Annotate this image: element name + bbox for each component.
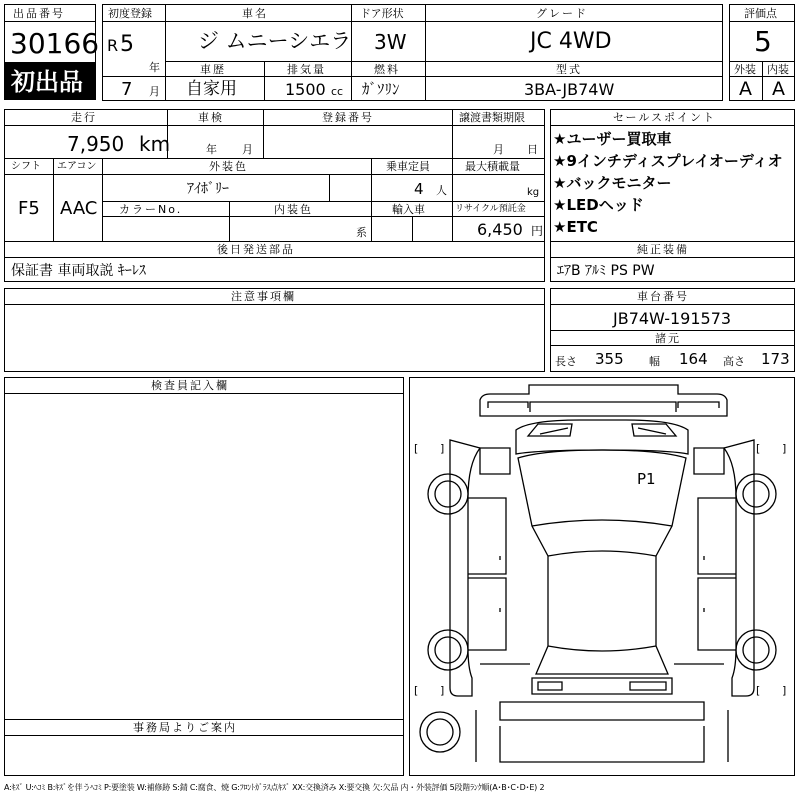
- inspection-label: 車検: [198, 111, 224, 124]
- load-label-cell: [452, 158, 545, 175]
- displacement-value: 1500: [285, 80, 326, 99]
- score-cell: [729, 21, 795, 62]
- model-value: 3BA-JB74W: [524, 80, 615, 99]
- height-label: 高さ: [723, 355, 745, 368]
- model-label-cell: [425, 61, 723, 77]
- interior-color-label-cell: [229, 201, 372, 217]
- dims-label: 諸元: [655, 332, 681, 345]
- color-label: 外装色: [209, 160, 248, 173]
- ac-label-cell: [53, 158, 103, 175]
- car-name: ジ ムニーシエラ: [198, 29, 352, 53]
- dims-cell: [550, 345, 795, 372]
- reg-date-cell: [102, 21, 166, 77]
- reg-label-cell: [102, 4, 166, 22]
- color-no-label-cell: [102, 201, 230, 217]
- inspector-label: 検査員記入欄: [151, 379, 229, 392]
- sales-points-label-cell: [550, 109, 795, 126]
- equipment-label-cell: [550, 241, 795, 258]
- fuel-label-cell: [351, 61, 426, 77]
- ac-cell: [53, 174, 103, 242]
- recycle-label: リサイクル預託金: [455, 204, 526, 214]
- displacement-label-cell: [264, 61, 352, 77]
- legend-text: A:ｷｽﾞ U:ﾍｺﾐ B:ｷｽﾞを伴うﾍｺﾐ P:要塗装 W:補修跡 S:錆 C:腐食、焼 G:ﾌﾛﾝﾄｶﾞﾗｽ点ｷｽﾞ XX:交換済み X:要交換 欠:欠品 内・外装評価 5段階ﾗﾝｸ順(A･B･C･D･E) 2: [4, 783, 545, 792]
- interior-grade-label-cell: [762, 61, 795, 77]
- lot-number-cell: [4, 21, 100, 63]
- model-cell: [425, 76, 723, 101]
- grade-label-cell: [425, 4, 723, 22]
- grade-label: グレード: [536, 7, 588, 20]
- svg-text:[: [: [756, 684, 761, 697]
- door-label-cell: [351, 4, 426, 22]
- score-value: 5: [754, 25, 772, 58]
- svg-text:]: ]: [782, 442, 787, 455]
- capacity-label: 乗車定員: [386, 160, 430, 173]
- interior-grade-label: 内装: [767, 63, 789, 76]
- chassis-cell: [550, 304, 795, 331]
- office-box: [4, 735, 404, 776]
- sales-point-item: ★ETC: [553, 218, 598, 236]
- displacement-label: 排気量: [287, 63, 326, 76]
- capacity-cell: [371, 174, 453, 202]
- svg-text:[: [: [414, 684, 419, 697]
- chassis-number: JB74W-191573: [613, 309, 732, 328]
- interior-color-cell: [229, 216, 372, 242]
- svg-text:[: [: [414, 442, 419, 455]
- inspection-label-cell: [167, 109, 264, 126]
- transfer-cell: [452, 125, 545, 159]
- reg-month: 7: [121, 79, 133, 100]
- shift-label-cell: [4, 158, 54, 175]
- inspector-label-cell: [4, 377, 404, 394]
- door-label: ドア形状: [360, 7, 404, 20]
- reg-label: 初度登録: [108, 7, 152, 20]
- door-value: 3W: [374, 30, 407, 54]
- shift-label: シフト: [11, 161, 41, 172]
- displacement-cell: [264, 76, 352, 101]
- inspection-month-unit: 月: [242, 143, 253, 156]
- bracket-marks: [414, 442, 786, 697]
- reg-no-label: 登録番号: [322, 111, 374, 124]
- car-name-cell: [165, 21, 352, 62]
- sales-point-item: ★9インチディスプレイオーディオ: [553, 152, 783, 170]
- rear-outline: [476, 678, 728, 762]
- sales-points-label: セールスポイント: [613, 111, 717, 124]
- model-label: 型式: [556, 63, 582, 76]
- svg-text:]: ]: [440, 442, 445, 455]
- history-label-cell: [165, 61, 265, 77]
- reg-no-cell: [263, 125, 453, 159]
- ac-value: AAC: [60, 198, 98, 219]
- height-value: 173: [761, 350, 790, 368]
- reg-month-unit: 月: [149, 85, 160, 98]
- svg-text:]: ]: [440, 684, 445, 697]
- recycle-unit: 円: [531, 224, 544, 238]
- history-label: 車歴: [200, 63, 226, 76]
- interior-color-label: 内装色: [274, 203, 313, 216]
- inspector-box: [4, 393, 404, 720]
- mileage-unit: km: [139, 132, 171, 156]
- reg-year-unit: 年: [149, 61, 160, 74]
- color-no-label: カラーNo.: [119, 203, 183, 216]
- interior-grade-cell: [762, 76, 795, 101]
- load-cell: [452, 174, 545, 202]
- grade-value: JC 4WD: [530, 29, 612, 54]
- history-cell: [165, 76, 265, 101]
- mileage-cell: [4, 125, 171, 159]
- dims-label-cell: [550, 330, 795, 346]
- transfer-label: 譲渡書類期限: [459, 111, 525, 124]
- fuel-value: ｶﾞｿﾘﾝ: [362, 80, 400, 98]
- shift-cell: [4, 174, 54, 242]
- length-value: 355: [595, 350, 624, 368]
- front-bumper-outline: [480, 385, 727, 416]
- sales-point-item: ★バックモニター: [553, 174, 672, 192]
- office-label-cell: [4, 719, 404, 736]
- car-diagram: [410, 378, 794, 775]
- inspection-year-unit: 年: [206, 143, 217, 156]
- svg-text:]: ]: [782, 684, 787, 697]
- sales-point-item: ★ユーザー買取車: [553, 130, 672, 148]
- lot-label-cell: [4, 4, 96, 22]
- interior-color-suffix: 系: [356, 226, 367, 239]
- load-label: 最大積載量: [465, 160, 520, 173]
- fuel-label: 燃料: [374, 63, 400, 76]
- exterior-grade-value: A: [739, 78, 752, 100]
- first-listing-badge: [4, 62, 96, 100]
- lot-label: 出品番号: [13, 7, 65, 20]
- recycle-cell: [452, 216, 545, 242]
- displacement-unit: cc: [331, 85, 344, 98]
- color-no-cell: [102, 216, 230, 242]
- sales-points-box: [550, 125, 795, 242]
- reg-era: R: [107, 36, 119, 55]
- exterior-grade-label: 外装: [734, 63, 756, 76]
- reg-month-cell: [102, 76, 166, 101]
- front-windshield-lights: [516, 420, 688, 454]
- notes-label-cell: [4, 288, 545, 305]
- length-label: 長さ: [555, 355, 577, 368]
- ac-label: エアコン: [57, 161, 97, 172]
- car-name-label: 車名: [242, 7, 268, 20]
- first-listing-text: 初出品: [11, 68, 83, 96]
- transfer-day-unit: 日: [527, 143, 538, 156]
- transfer-month-unit: 月: [493, 143, 504, 156]
- shift-value: F5: [18, 198, 40, 219]
- exterior-grade-cell: [729, 76, 763, 101]
- chassis-label: 車台番号: [637, 290, 689, 303]
- cabin-outline: [518, 450, 686, 674]
- reg-year: 5: [120, 32, 134, 57]
- capacity-unit: 人: [436, 184, 447, 197]
- width-label: 幅: [649, 355, 660, 368]
- door-cell: [351, 21, 426, 62]
- score-label-cell: [729, 4, 795, 22]
- inspection-cell: [167, 125, 264, 159]
- recycle-label-cell: [452, 201, 545, 217]
- recycle-value: 6,450: [477, 220, 523, 239]
- import-cell-a: [371, 216, 413, 242]
- lot-number: 30166: [10, 27, 100, 60]
- notes-label: 注意事項欄: [231, 290, 296, 303]
- notes-box: [4, 304, 545, 372]
- score-label: 評価点: [744, 7, 777, 20]
- mileage-value: 7,950: [67, 132, 125, 156]
- mileage-label-cell: [4, 109, 168, 126]
- chassis-label-cell: [550, 288, 795, 305]
- exterior-grade-label-cell: [729, 61, 763, 77]
- mileage-label: 走行: [71, 111, 97, 124]
- reg-no-label-cell: [263, 109, 453, 126]
- capacity-label-cell: [371, 158, 453, 175]
- transfer-label-cell: [452, 109, 545, 126]
- color-value: ｱｲﾎﾞﾘｰ: [187, 181, 229, 197]
- sales-point-item: ★LEDヘッド: [553, 196, 644, 214]
- interior-grade-value: A: [772, 78, 785, 100]
- later-parts-label: 後日発送部品: [217, 243, 295, 256]
- body-outline: [450, 440, 754, 696]
- import-label-cell: [371, 201, 453, 217]
- import-label: 輸入車: [392, 203, 425, 216]
- color-extra-cell: [329, 174, 372, 202]
- car-diagram-box: [409, 377, 795, 776]
- history-value: 自家用: [186, 79, 237, 99]
- wheels: [420, 470, 776, 752]
- load-unit: kg: [527, 187, 540, 198]
- color-label-cell: [102, 158, 372, 175]
- fuel-cell: [351, 76, 426, 101]
- color-cell: [102, 174, 330, 202]
- svg-text:[: [: [756, 442, 761, 455]
- office-label: 事務局よりご案内: [133, 721, 237, 734]
- equipment-cell: [550, 257, 795, 282]
- width-value: 164: [679, 350, 708, 368]
- car-name-label-cell: [165, 4, 352, 22]
- import-cell-b: [412, 216, 453, 242]
- equipment-label: 純正装備: [637, 243, 689, 256]
- later-parts-cell: [4, 257, 545, 282]
- damage-mark-p1: P1: [637, 470, 656, 488]
- doors-outline: [468, 498, 736, 664]
- grade-cell: [425, 21, 723, 62]
- capacity-value: 4: [414, 180, 424, 198]
- later-parts-label-cell: [4, 241, 545, 258]
- later-parts-value: 保証書 車両取説 ｷｰﾚｽ: [11, 263, 146, 279]
- equipment-value: ｴｱB ｱﾙﾐ PS PW: [557, 263, 655, 279]
